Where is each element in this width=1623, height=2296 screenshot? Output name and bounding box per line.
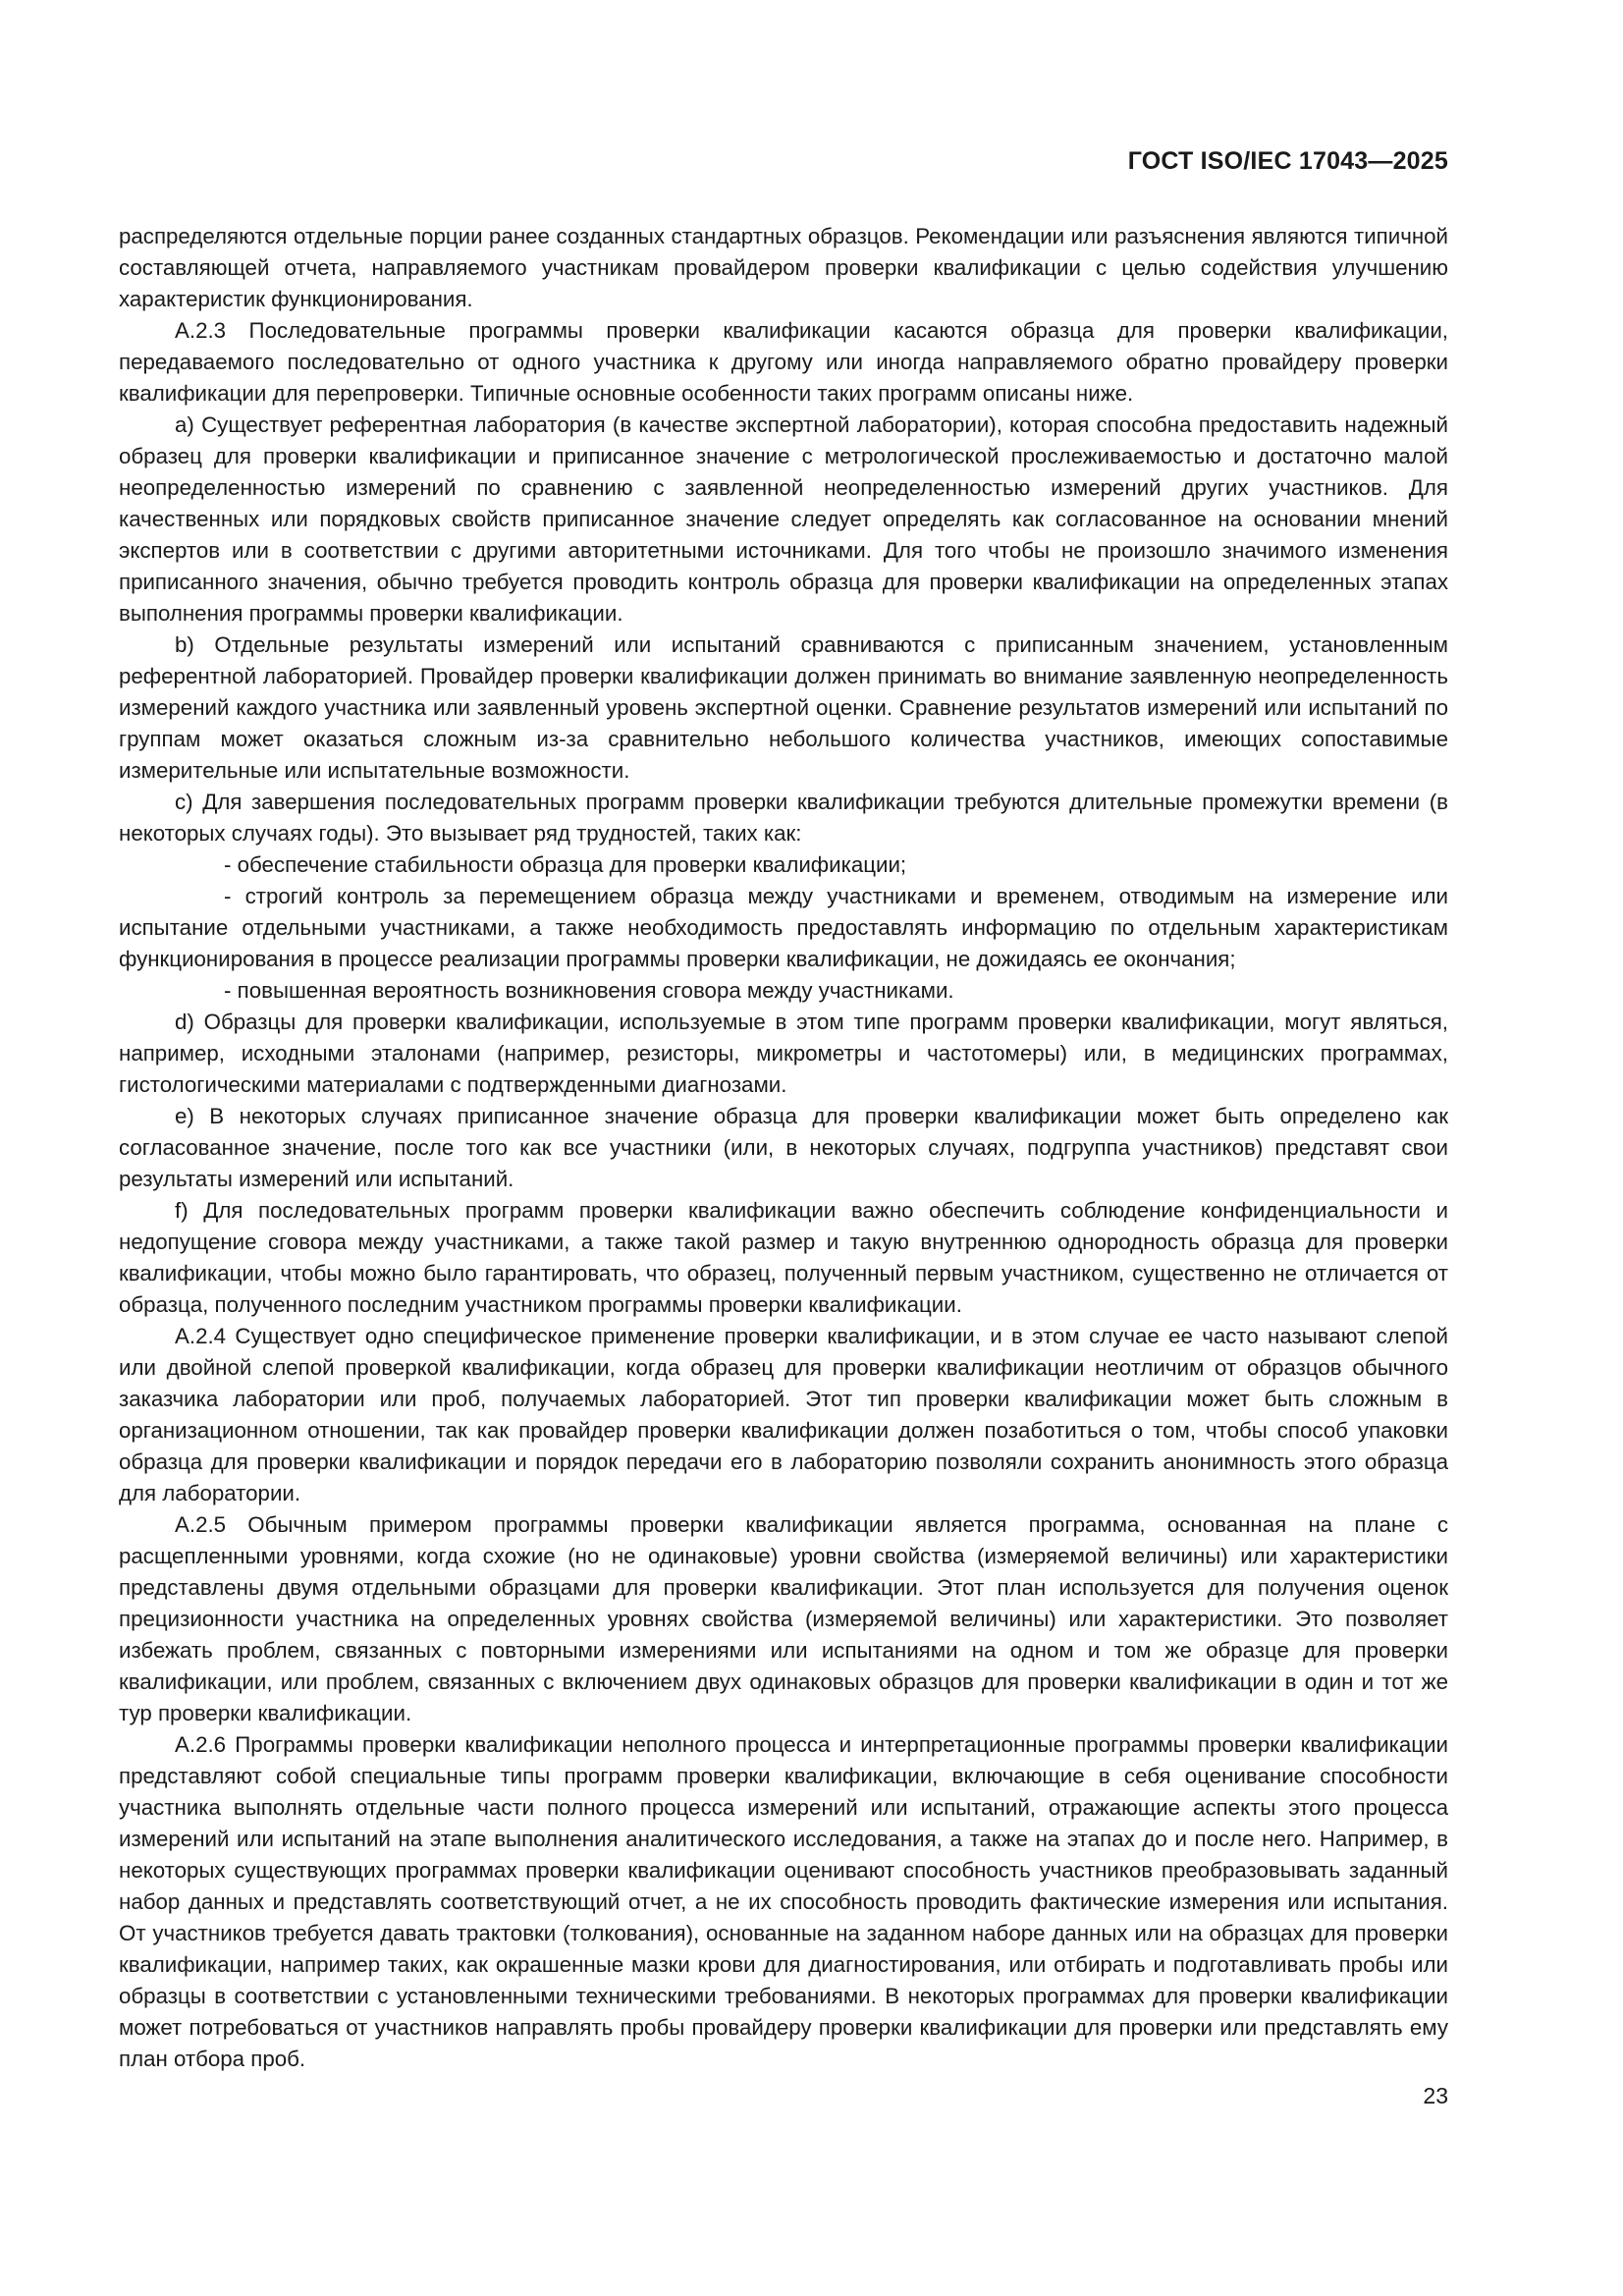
document-code-header: ГОСТ ISO/IEC 17043—2025 [1127,147,1448,175]
difficulties-list [119,849,1448,1007]
paragraph-item-a: a) Существует референтная лаборатория (в качестве экспертной лаборатории), которая способна предоставить надежный образец для проверки квалификации и приписанное значение с метрологической прослеживаемостью и достаточно малой неопределенностью измерений по сравнению с заявленной неопределенностью измерений других участников. Для качественных или порядковых свойств приписанное значение следует определять как согласованное на основании мнений экспертов или в соответствии с другими авторитетными источниками. Для того чтобы не произошло значимого изменения приписанного значения, обычно требуется проводить контроль образца для проверки квалификации на определенных этапах выполнения программы проверки квалификации. [119,412,1448,626]
list-item: - повышенная вероятность возникновения сговора между участниками. [224,978,954,1003]
list-item: - строгий контроль за перемещением образца между участниками и временем, отводимым на измерение или испытание отдельными участниками, а также необходимость предоставлять информацию по отдельным характеристикам функционирования в процессе реализации программы проверки квалификации, не дожидаясь ее окончания; [119,884,1448,971]
paragraph-item-c: c) Для завершения последовательных программ проверки квалификации требуются длительные промежутки времени (в некоторых случаях годы). Это вызывает ряд трудностей, таких как: [119,790,1448,846]
paragraph-a-2-5: А.2.5 Обычным примером программы проверки квалификации является программа, основанная на плане с расщепленными уровнями, когда схожие (но не одинаковые) уровни свойства (измеряемой величины) или характеристики представлены двумя отдельными образцами для проверки квалификации. Этот план используется для получения оценок прецизионности участника на определенных уровнях свойства (измеряемой величины) или характеристики. Это позволяет избежать проблем, связанных с повторными измерениями или испытаниями на одном и том же образце для проверки квалификации, или проблем, связанных с включением двух одинаковых образцов для проверки квалификации в один и тот же тур проверки квалификации. [119,1512,1448,1725]
paragraph-item-f: f) Для последовательных программ проверки квалификации важно обеспечить соблюдение конфиденциальности и недопущение сговора между участниками, а также такой размер и такую внутреннюю однородность образца для проверки квалификации, чтобы можно было гарантировать, что образец, полученный первым участником, существенно не отличается от образца, полученного последним участником программы проверки квалификации. [119,1198,1448,1317]
paragraph-item-d: d) Образцы для проверки квалификации, используемые в этом типе программ проверки квалификации, могут являться, например, исходными эталонами (например, резисторы, микрометры и частотомеры) или, в медицинских программах, гистологическими материалами с подтвержденными диагнозами. [119,1010,1448,1097]
paragraph-item-e: e) В некоторых случаях приписанное значение образца для проверки квалификации может быть определено как согласованное значение, после того как все участники (или, в некоторых случаях, подгруппа участников) представят свои результаты измерений или испытаний. [119,1104,1448,1191]
page-number: 23 [1423,2083,1448,2108]
paragraph-item-b: b) Отдельные результаты измерений или испытаний сравниваются с приписанным значением, установленным референтной лабораторией. Провайдер проверки квалификации должен принимать во внимание заявленную неопределенность измерений каждого участника или заявленный уровень экспертной оценки. Сравнение результатов измерений или испытаний по группам может оказаться сложным из-за сравнительно небольшого количества участников, имеющих сопоставимые измерительные или испытательные возможности. [119,632,1448,783]
paragraph-a-2-3: А.2.3 Последовательные программы проверки квалификации касаются образца для проверки квалификации, передаваемого последовательно от одного участника к другому или иногда направляемого обратно провайдеру проверки квалификации для перепроверки. Типичные основные особенности таких программ описаны ниже. [119,318,1448,406]
paragraph-continuation: распределяются отдельные порции ранее созданных стандартных образцов. Рекомендации или разъяснения являются типичной составляющей отчета, направляемого участникам провайдером проверки квалификации с целью содействия улучшению характеристик функционирования. [119,224,1448,311]
paragraph-a-2-4: А.2.4 Существует одно специфическое применение проверки квалификации, и в этом случае ее часто называют слепой или двойной слепой проверкой квалификации, когда образец для проверки квалификации неотличим от образцов обычного заказчика лаборатории или проб, получаемых лабораторией. Этот тип проверки квалификации может быть сложным в организационном отношении, так как провайдер проверки квалификации должен позаботиться о том, чтобы способ упаковки образца для проверки квалификации и порядок передачи его в лабораторию позволяли сохранить анонимность этого образца для лаборатории. [119,1324,1448,1505]
document-body [119,221,1448,2075]
paragraph-a-2-6: А.2.6 Программы проверки квалификации неполного процесса и интерпретационные программы проверки квалификации представляют собой специальные типы программ проверки квалификации, включающие в себя оценивание способности участника выполнять отдельные части полного процесса измерений или испытаний, отражающие аспекты этого процесса измерений или испытаний на этапе выполнения аналитического исследования, а также на этапах до и после него. Например, в некоторых существующих программах проверки квалификации оценивают способность участников преобразовывать заданный набор данных и представлять соответствующий отчет, а не их способность проводить фактические измерения или испытания. От участников требуется давать трактовки (толкования), основанные на заданном наборе данных или на образцах для проверки квалификации, например таких, как окрашенные мазки крови для диагностирования, или отбирать и подготавливать пробы или образцы в соответствии с установленными техническими требованиями. В некоторых программах для проверки квалификации может потребоваться от участников направлять пробы провайдеру проверки квалификации для проверки или представлять ему план отбора проб. [119,1732,1448,2071]
list-item: - обеспечение стабильности образца для проверки квалификации; [224,852,907,877]
